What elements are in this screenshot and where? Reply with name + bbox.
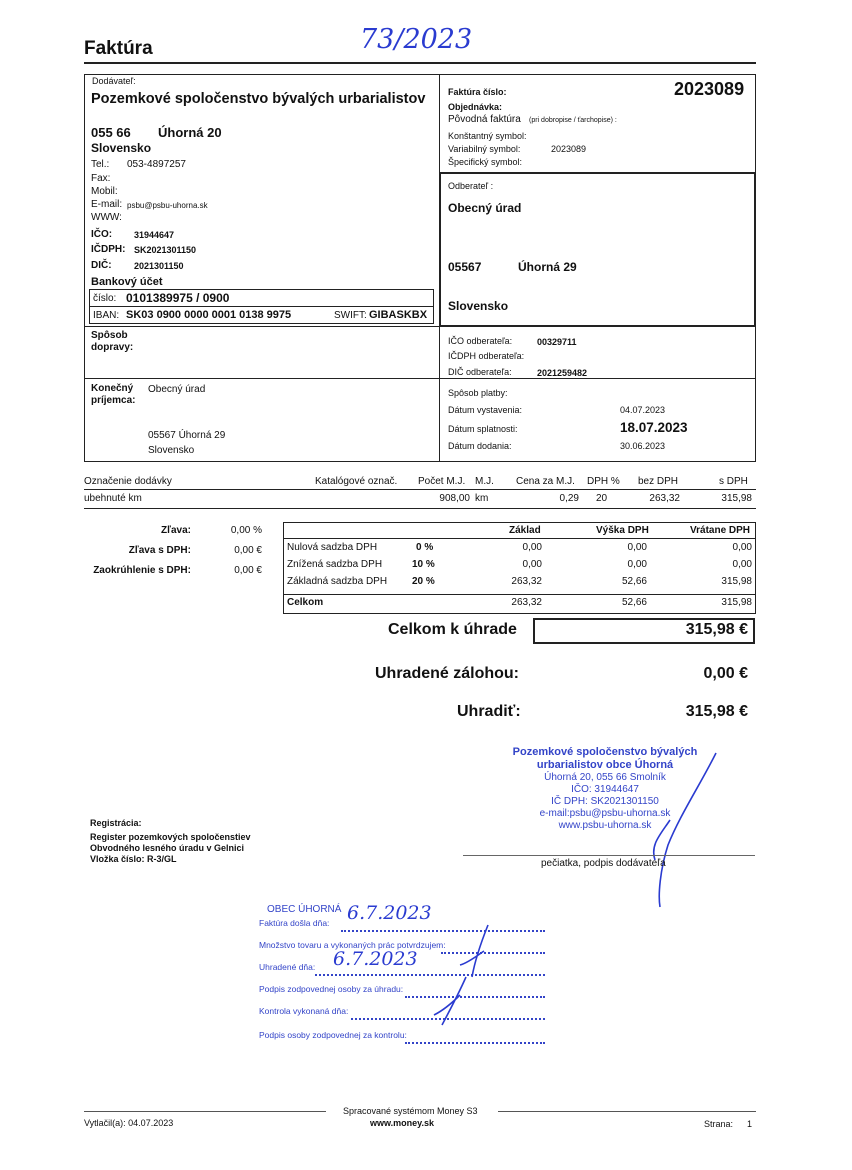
invoice-number-label: Faktúra číslo:	[448, 87, 507, 97]
vat-rate: 10 %	[412, 559, 435, 570]
supplier-label: Dodávateľ:	[92, 76, 136, 86]
total-to-pay-label: Celkom k úhrade	[388, 621, 517, 638]
signature-caption: pečiatka, podpis dodávateľa	[541, 858, 666, 869]
footer-system: Spracované systémom Money S3	[343, 1106, 478, 1116]
advance-paid-value: 0,00 €	[703, 665, 748, 682]
col-header-catalog: Katalógové označ.	[315, 476, 398, 487]
col-header-net: bez DPH	[638, 476, 679, 487]
footer-page-number: 1	[747, 1119, 753, 1129]
customer-country: Slovensko	[448, 299, 509, 313]
stamp-line: e-mail:psbu@psbu-uhorna.sk	[539, 808, 671, 819]
due-date-label: Dátum splatnosti:	[448, 424, 518, 434]
supplier-country: Slovensko	[91, 141, 152, 155]
issue-date-label: Dátum vystavenia:	[448, 405, 523, 415]
supplier-dic: 2021301150	[134, 261, 184, 271]
customer-dic-label: DIČ odberateľa:	[448, 367, 512, 377]
shipping-label-2: dopravy:	[91, 342, 134, 353]
vat-header-total: Vrátane DPH	[690, 525, 751, 536]
vat-amount: 0,00	[627, 559, 647, 570]
footer-website: www.money.sk	[370, 1118, 435, 1128]
rounding-label: Zaokrúhlenie s DPH:	[93, 565, 191, 576]
item-name: ubehnuté km	[84, 493, 142, 504]
registration-line: Obvodného lesného úradu v Gelnici	[90, 843, 245, 853]
vat-base: 0,00	[522, 542, 542, 553]
original-invoice-note: (pri dobropise / ťarchopise) :	[529, 117, 617, 124]
email-label: E-mail:	[91, 199, 123, 210]
rounding-value: 0,00 €	[234, 565, 262, 576]
stamp-line: Úhorná 20, 055 66 Smolník	[544, 772, 666, 783]
invoice-number: 2023089	[674, 79, 745, 99]
received-stamp-line: Kontrola vykonaná dňa:	[259, 1006, 349, 1016]
customer-name: Obecný úrad	[448, 201, 522, 215]
discount-value: 0,00 %	[230, 525, 262, 536]
supplier-name: Pozemkové spoločenstvo bývalých urbarialistov	[91, 91, 426, 107]
supplier-ico: 31944647	[134, 230, 175, 240]
col-header-qty: Počet M.J.	[418, 476, 466, 487]
vat-rate: 0 %	[416, 542, 434, 553]
col-header-vat: DPH %	[587, 476, 620, 487]
col-header-price: Cena za M.J.	[516, 476, 575, 487]
advance-paid-label: Uhradené zálohou:	[375, 665, 520, 682]
vat-amount: 0,00	[627, 542, 647, 553]
received-stamp-line: Uhradené dňa:	[259, 962, 316, 972]
bank-label: Bankový účet	[91, 276, 163, 288]
customer-ico-label: IČO odberateľa:	[448, 336, 513, 346]
supplier-icdph: SK2021301150	[134, 245, 197, 255]
final-recipient-address: 05567 Úhorná 29	[148, 430, 226, 441]
delivery-date: 30.06.2023	[620, 441, 666, 451]
registration-title: Registrácia:	[90, 818, 142, 828]
tel-label: Tel.:	[91, 159, 110, 170]
received-stamp-line: Faktúra došla dňa:	[259, 918, 330, 928]
original-invoice-label: Pôvodná faktúra	[448, 114, 521, 125]
vat-rate: 20 %	[412, 576, 435, 587]
payment-method-label: Spôsob platby:	[448, 388, 508, 398]
received-stamp	[255, 900, 555, 1055]
supplier-signature	[630, 745, 730, 915]
icdph-label: IČDPH:	[91, 244, 126, 255]
vat-total-total: 315,98	[721, 597, 752, 608]
received-stamp-title: OBEC ÚHORNÁ	[267, 904, 342, 915]
ico-label: IČO:	[91, 229, 113, 240]
received-signatures	[420, 915, 500, 1030]
item-unit: km	[475, 493, 489, 504]
vat-rate-name: Základná sadzba DPH	[287, 576, 388, 587]
amount-due-label: Uhradiť:	[457, 703, 521, 720]
col-header-gross: s DPH	[719, 476, 748, 487]
registration-line: Register pozemkových spoločenstiev	[90, 832, 251, 842]
vat-base: 263,32	[511, 576, 542, 587]
vat-rate-name: Znížená sadzba DPH	[287, 559, 383, 570]
vat-total: 315,98	[721, 576, 752, 587]
stamp-line: urbarialistov obce Úhorná	[536, 759, 674, 771]
invoice-title: Faktúra	[84, 38, 153, 59]
final-recipient-name: Obecný úrad	[148, 384, 206, 395]
received-date-handwritten: 6.7.2023	[347, 902, 432, 924]
supplier-city: Úhorná 20	[158, 125, 222, 140]
item-qty: 908,00	[439, 493, 470, 504]
iban-label: IBAN:	[93, 310, 120, 321]
discount-vat-label: Zľava s DPH:	[128, 545, 191, 556]
title-underline	[84, 62, 756, 64]
vat-total-vat: 52,66	[621, 597, 647, 608]
fax-label: Fax:	[91, 173, 111, 184]
due-date: 18.07.2023	[620, 420, 688, 435]
supplier-email: psbu@psbu-uhorna.sk	[127, 201, 208, 210]
item-price: 0,29	[559, 493, 579, 504]
customer-dic: 2021259482	[537, 368, 588, 378]
swift-label: SWIFT:	[334, 310, 367, 321]
received-stamp-line: Podpis osoby zodpovednej za kontrolu:	[259, 1030, 407, 1040]
vat-rate-name: Nulová sadzba DPH	[287, 542, 378, 553]
received-stamp-line: Podpis zodpovednej osoby za úhradu:	[259, 984, 404, 994]
handwritten-invoice-number: 73/2023	[360, 24, 473, 55]
swift-value: GIBASKBX	[369, 309, 428, 321]
item-gross: 315,98	[721, 493, 752, 504]
vat-total-base: 263,32	[511, 597, 542, 608]
iban-value: SK03 0900 0000 0001 0138 9975	[126, 309, 292, 321]
stamp-line: Pozemkové spoločenstvo bývalých	[512, 746, 698, 758]
discount-label: Zľava:	[161, 525, 191, 536]
discount-vat-value: 0,00 €	[234, 545, 262, 556]
vat-total: 0,00	[732, 559, 752, 570]
account-number: 0101389975 / 0900	[126, 291, 230, 305]
final-recipient-label-2: príjemca:	[91, 395, 136, 406]
stamp-line: IČ DPH: SK2021301150	[551, 796, 659, 807]
account-number-label: číslo:	[93, 293, 117, 304]
registration-line: Vložka číslo: R-3/GL	[90, 854, 177, 864]
variable-symbol-value: 2023089	[551, 144, 587, 154]
customer-label: Odberateľ :	[448, 181, 494, 191]
received-stamp-line: Množstvo tovaru a vykonaných prác potvrdzujem:	[259, 940, 446, 950]
variable-symbol-label: Variabilný symbol:	[448, 144, 521, 154]
total-to-pay-value: 315,98 €	[685, 621, 748, 638]
signature-line	[463, 855, 755, 856]
supplier-tel: 053-4897257	[127, 159, 186, 170]
order-label: Objednávka:	[448, 102, 503, 112]
specific-symbol-label: Špecifický symbol:	[448, 157, 523, 167]
customer-icdph-label: IČDPH odberateľa:	[448, 351, 525, 361]
col-header-unit: M.J.	[475, 476, 494, 487]
vat-base: 0,00	[522, 559, 542, 570]
delivery-date-label: Dátum dodania:	[448, 441, 512, 451]
customer-ico: 00329711	[537, 337, 577, 347]
vat-amount: 52,66	[621, 576, 647, 587]
item-net: 263,32	[649, 493, 680, 504]
www-label: WWW:	[91, 212, 122, 223]
final-recipient-country: Slovensko	[148, 445, 195, 456]
col-header-item: Označenie dodávky	[84, 476, 172, 487]
vat-total-label: Celkom	[287, 597, 324, 608]
vat-header-base: Základ	[509, 525, 541, 536]
mobil-label: Mobil:	[91, 186, 118, 197]
paid-date-handwritten: 6.7.2023	[333, 948, 418, 970]
vat-total: 0,00	[732, 542, 752, 553]
supplier-zip: 055 66	[91, 125, 131, 140]
customer-zip: 05567	[448, 260, 482, 274]
shipping-label: Spôsob	[91, 330, 128, 341]
constant-symbol-label: Konštantný symbol:	[448, 131, 527, 141]
customer-city: Úhorná 29	[518, 260, 577, 274]
stamp-line: www.psbu-uhorna.sk	[558, 820, 652, 831]
item-vat: 20	[596, 493, 608, 504]
footer-page-label: Strana:	[704, 1119, 734, 1129]
dic-label: DIČ:	[91, 260, 112, 271]
stamp-line: IČO: 31944647	[571, 784, 639, 795]
final-recipient-label: Konečný	[91, 383, 134, 394]
issue-date: 04.07.2023	[620, 405, 666, 415]
amount-due-value: 315,98 €	[685, 703, 748, 720]
vat-header-vat: Výška DPH	[596, 525, 649, 536]
footer-printed: Vytlačil(a): 04.07.2023	[84, 1118, 174, 1128]
